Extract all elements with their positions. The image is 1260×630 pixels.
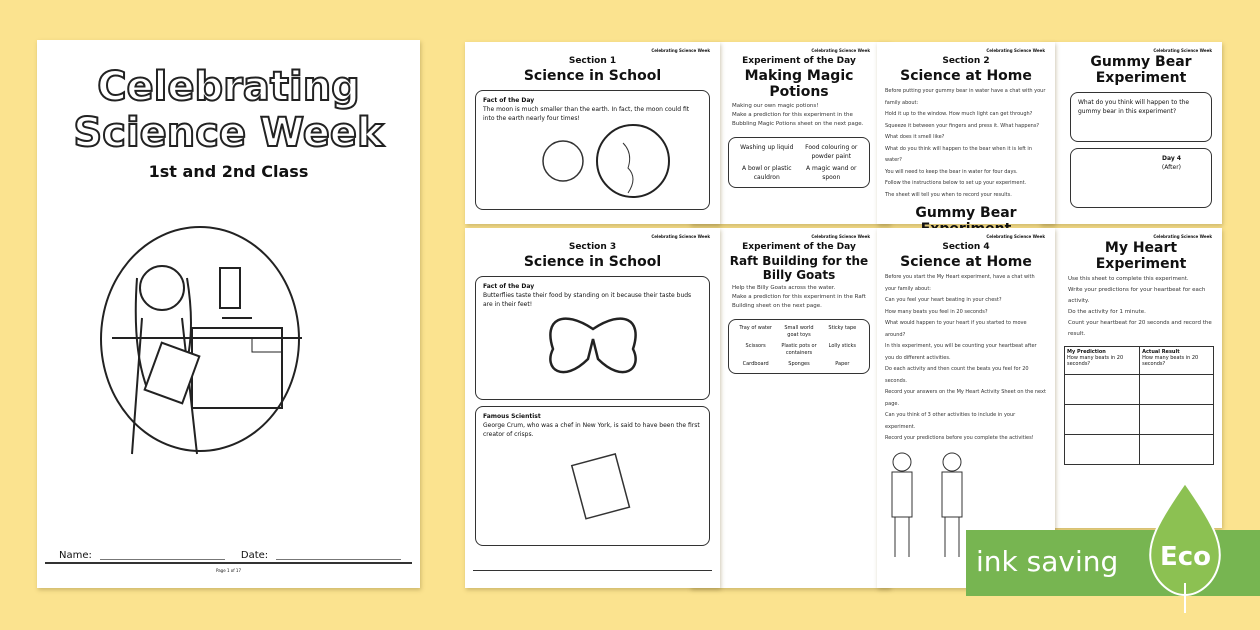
name-field[interactable] — [100, 550, 225, 560]
question-box: What do you think will happen to the gummy bear in this experiment? — [1070, 92, 1212, 142]
date-field[interactable] — [276, 550, 401, 560]
results-table: Day 4 (After) — [1070, 148, 1212, 208]
page-footer: Page 1 of 17 — [45, 562, 412, 574]
header-tag: Celebrating Science Week — [986, 48, 1045, 53]
worksheet-title: Science at Home — [900, 254, 1032, 270]
scientist-illustration — [100, 226, 300, 452]
worksheet-title: Gummy Bear Experiment — [1090, 54, 1192, 86]
section-label: Section 4 — [942, 242, 990, 252]
worksheet-title: Science at Home — [900, 68, 1032, 84]
name-label: Name: — [59, 550, 92, 561]
worksheet-section-2 — [877, 42, 1055, 224]
header-tag: Celebrating Science Week — [1153, 48, 1212, 53]
worksheet-raft-building — [690, 228, 890, 588]
header-tag: Celebrating Science Week — [811, 234, 870, 239]
section-label: Experiment of the Day — [742, 56, 856, 66]
section-label: Section 2 — [942, 56, 990, 66]
header-tag: Celebrating Science Week — [651, 48, 710, 53]
section-label: Section 3 — [568, 242, 617, 252]
instructions: Help the Billy Goats across the water. Make a prediction for this experiment in the Raft Building sheet on the next page. — [732, 285, 866, 309]
cover-title: Celebrating Science Week — [73, 64, 384, 156]
worksheet-title: Science in School — [523, 254, 662, 270]
materials-box: Tray of water Small world goat toys Sticky tape Scissors Plastic pots or containers Lolly sticks Cardboard Sponges Paper — [728, 319, 870, 374]
name-date-row — [59, 550, 401, 561]
cover-subtitle: 1st and 2nd Class — [148, 162, 309, 181]
fact-box: Fact of the Day Butterflies taste their food by standing on it because their taste buds are in their feet! — [475, 276, 710, 400]
worksheet-title: Making Magic Potions — [744, 68, 854, 100]
worksheet-section-1 — [465, 42, 720, 224]
instructions: Use this sheet to complete this experiment. Write your predictions for your heartbeat for each activity. Do the activity for 1 minute. Count your heartbeat for 20 seconds and record the result. — [1068, 276, 1212, 337]
instructions: Making our own magic potions! Make a prediction for this experiment in the Bubbling Magic Potions sheet on the next page. — [732, 103, 864, 127]
worksheet-magic-potions — [690, 42, 890, 224]
header-tag: Celebrating Science Week — [986, 234, 1045, 239]
section-label: Section 1 — [568, 56, 617, 66]
fact-box: Fact of the Day The moon is much smaller than the earth. In fact, the moon could fit into the earth nearly four times! — [475, 90, 710, 210]
date-label: Date: — [240, 550, 269, 561]
page-footer — [473, 570, 712, 582]
worksheet-title: Science in School — [523, 68, 662, 84]
scientist-box: Famous Scientist George Crum, who was a chef in New York, is said to have been the first creator of crisps. — [475, 406, 710, 546]
worksheet-gummy-bear — [1040, 42, 1222, 224]
cover-page — [37, 40, 420, 588]
header-tag: Celebrating Science Week — [1153, 234, 1212, 239]
worksheet-title: My Heart Experiment — [1095, 240, 1187, 272]
section-label: Experiment of the Day — [742, 242, 856, 252]
worksheet-section-3 — [465, 228, 720, 588]
butterfly-illustration — [483, 309, 703, 389]
eco-label: Eco — [1160, 542, 1212, 572]
worksheet-title: Raft Building for the Billy Goats — [729, 254, 869, 282]
crisps-illustration — [483, 439, 703, 529]
subsection-title: Gummy Bear — [915, 205, 1017, 221]
ink-saving-label: ink saving — [976, 545, 1119, 578]
prediction-table: My Prediction How many beats in 20 seconds? Actual Result How many beats in 20 seconds? — [1064, 346, 1214, 465]
instructions: Before you start the My Heart experiment, have a chat with your family about: Can you feel your heart beating in your chest? How many beats you feel in 20 seconds? What would happen to your heart if you started to move around? In this experiment, you will be counting your heartbeat after you do different activities. Do each activity and then count the beats you feel for 20 seconds. Record your answers on the My Heart Activity Sheet on the next page. Can you think of 3 other activities to include in your experiment. Record your predictions before you complete the activities! — [885, 274, 1046, 441]
moon-earth-illustration — [483, 123, 703, 193]
instructions: Before putting your gummy bear in water have a chat with your family about: Hold it up to the window. How much light can get through? Squeeze it between your fingers and press it. What happens? What does it smell like? What do you think will happen to the bear when it is left in water? You will need to keep the bear in water for four days. Follow the instructions below to set up your experiment. The sheet will tell you when to record your results. — [885, 88, 1046, 198]
materials-box: Washing up liquid Food colouring or powder paint A bowl or plastic cauldron A magic wand or spoon — [728, 137, 870, 188]
header-tag: Celebrating Science Week — [811, 48, 870, 53]
header-tag: Celebrating Science Week — [651, 234, 710, 239]
